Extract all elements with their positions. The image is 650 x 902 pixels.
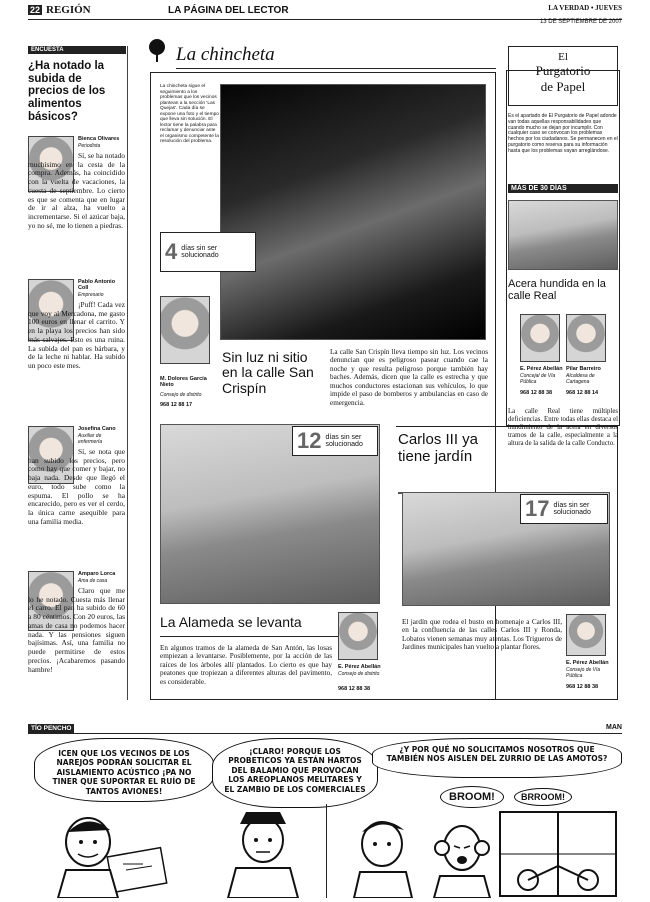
sound-effect: BRROOM! bbox=[514, 788, 572, 806]
comic-divider bbox=[326, 804, 327, 898]
days-label: días sin ser solucionado bbox=[553, 501, 591, 516]
sound-effect: BROOM! bbox=[440, 786, 504, 808]
encuesta-person bbox=[28, 136, 126, 276]
character-left-icon bbox=[48, 812, 168, 898]
person-role: Consejo de Vía Pública bbox=[566, 667, 601, 679]
section-name: REGIÓN bbox=[46, 4, 91, 16]
character-holding-ears-icon bbox=[428, 818, 498, 898]
phone-number: 968 12 88 17 bbox=[160, 402, 193, 408]
person-role: Periodista bbox=[78, 143, 101, 149]
phone-number: 968 12 88 38 bbox=[520, 390, 553, 396]
days-label: días sin ser solucionado bbox=[181, 244, 219, 259]
story-text: La calle San Crispín lleva tiempo sin luz. Los vecinos denuncian que es peligroso pasear cuando cae la noche y que resulta peligroso porque también hay baches. Además, dicen que la calle es estrecha y que muchos conductores estacionan sus vehículos, lo que impide el paso de bomberos y ambulancias en caso de emergencia. bbox=[330, 348, 488, 407]
person-name: Josefina Cano bbox=[78, 426, 116, 432]
alameda-headline: La Alameda se levanta bbox=[160, 614, 302, 630]
encuesta-person bbox=[28, 426, 126, 566]
person-role: Alcaldesa de Cartagena bbox=[566, 373, 595, 385]
comic-tag: TÍO PENCHO bbox=[28, 724, 74, 733]
chincheta-intro: La chincheta sigue el seguimiento a los problemas que los vecinos plantean a la sección 'Las Quejas'. Cada día se expone una foto y el tiempo que lleva sin solución. El lector tiene la palabra para reclamar y denunciar ante el organismo competente la resolución del problema. bbox=[160, 84, 219, 145]
encuesta-question: ¿Ha notado la subida de precios de los alimentos básicos? bbox=[28, 60, 106, 123]
page-title: LA PÁGINA DEL LECTOR bbox=[168, 5, 289, 16]
purgatorio-headline: Acera hundida en la calle Real bbox=[508, 278, 606, 303]
days-count: 4 bbox=[165, 239, 178, 264]
comic-author: MAN bbox=[606, 724, 622, 731]
person-name: E. Pérez Abellán bbox=[520, 366, 563, 372]
encuesta-tag: ENCUESTA bbox=[28, 46, 126, 54]
purgatorio-title-line1: El bbox=[558, 51, 568, 63]
encuesta-column bbox=[28, 46, 128, 700]
purgatorio-title-line3: de Papel bbox=[540, 79, 586, 94]
avatar bbox=[338, 612, 378, 660]
person-role: Empresario bbox=[78, 292, 104, 298]
carlos-text: El jardín que rodea el busto en homenaje a Carlos III, en la confluencia de las calles Carlos III y Ronda, Lobatos vienen semanas muy atentas. Los Trigueros de Jardines municipales han vuelto a plantar flores. bbox=[402, 618, 562, 652]
phone-number: 968 12 88 38 bbox=[338, 686, 371, 692]
avatar bbox=[160, 296, 210, 364]
days-badge bbox=[292, 426, 378, 456]
chincheta-frame-right bbox=[396, 426, 618, 700]
person-name: E. Pérez Abellán bbox=[338, 664, 381, 670]
days-count: 12 bbox=[297, 428, 322, 453]
person-name: Amparo Lorca bbox=[78, 571, 116, 577]
purgatorio-text: La calle Real tiene múltiples deficiencias. Entre todas ellas destaca el hundimiento de la acera en diversos tramos de la calle, especialmente a la altura de la salida de la calle Conducto. bbox=[508, 408, 618, 448]
person-role: Ama de casa bbox=[78, 578, 108, 584]
person-role: Auxiliar de enfermería bbox=[78, 433, 103, 445]
days-label: días sin ser solucionado bbox=[325, 433, 363, 448]
speech-bubble: ICEN QUE LOS VECINOS DE LOS NAREJOS PODRÁN SOLICITAR EL AISLAMIENTO ACÚSTICO ¡PA NO TINER QUE SUPORTAR EL RUÍO DE TANTOS AVIONES! bbox=[34, 738, 214, 802]
speech-bubble: ¿Y POR QUÉ NO SOLICITAMOS NOSOTROS QUE TAMBIÉN NOS AISLEN DEL ZURRIO DE LAS AMOTOS? bbox=[372, 738, 622, 778]
person-answer: ¡Puff! Cada vez que voy al Mercadona, me gasto 100 euros en llenar el carrito. Y en la playa los precios han sido más salvajes. Esto es una ruina. La subida del pan es bárbara, y de la leche ni hablar. Ha subido un poco este mes. bbox=[28, 300, 125, 371]
speech-bubble: ¡CLARO! PORQUE LOS PROBETICOS YA ESTÁN HARTOS DEL BALAMIO QUE PROVOCAN LOS AREOPLANOS MELITARES Y EL ZAMBIO DE LOS COMERCIALES bbox=[212, 738, 378, 808]
phone-number: 968 12 88 14 bbox=[566, 390, 599, 396]
person-name: E. Pérez Abellán bbox=[566, 660, 609, 666]
more-than-30-days-tag: MÁS DE 30 DÍAS bbox=[508, 184, 618, 193]
page-number: 22 bbox=[30, 5, 41, 15]
person-role: Consejo de distrito bbox=[160, 392, 202, 398]
comic-strip bbox=[28, 724, 622, 898]
alameda-text: En algunos tramos de la alameda de San Antón, las losas empiezan a levantarse. Posiblemente, por la acción de las raíces de los árboles allí plantados. Lo cierto es que hay peatones que tropiezan a diferentes alturas del pavimento, es considerable. bbox=[160, 644, 332, 686]
days-count: 17 bbox=[525, 496, 550, 521]
issue-date: 13 DE SEPTIEMBRE DE 2007 bbox=[539, 19, 622, 25]
street-photo bbox=[220, 84, 486, 340]
days-badge bbox=[160, 232, 256, 272]
phone-number: 968 12 88 38 bbox=[566, 684, 599, 690]
headline-rule bbox=[160, 636, 340, 637]
pushpin-icon bbox=[146, 38, 168, 62]
person-role: Concejal de Vía Pública bbox=[520, 373, 556, 385]
title-rule bbox=[176, 68, 496, 69]
person-name: Pilar Barreiro bbox=[566, 366, 601, 372]
carlos-headline: Carlos III ya tiene jardín bbox=[398, 431, 479, 465]
story-headline: Sin luz ni sitio en la calle San Crispín bbox=[222, 349, 314, 396]
purgatorio-frame bbox=[506, 70, 620, 426]
chincheta-title: La chincheta bbox=[176, 44, 275, 65]
window-icon bbox=[498, 810, 618, 898]
encuesta-person bbox=[28, 571, 126, 701]
page-header bbox=[28, 4, 622, 20]
purgatorio-intro: Es el apartado de El Purgatorio de Papel adonde van todas aquellas responsabilidades que cuando mucho se dejan por incumplir. Con cualquier caso se convocan los problemas hechos por los ciudadanos. Se permanecen en el purgatorio como reserva para su información hasta que los problemas vayan arreglándose. bbox=[508, 113, 618, 154]
purgatorio-title-line2: Purgatorio bbox=[535, 63, 591, 78]
character-middle-icon bbox=[218, 808, 308, 898]
person-answer: Sí, se nota que han subido los precios, pero como hay que comer y bajar, no baja nada. Desde que llegó el euro, todo sube como la espuma. El pollo se ha encarecido, pero es ver el cerdo, la única carne asequible para una familia media. bbox=[28, 447, 125, 526]
person-answer: Claro que me lo he notado. Cuesta más llenar el carro. El pan ha subido de 60 a 80 céntimos. Con 20 euros, las amas de casa no podemos hacer nada. Y las pensiones siguen bajísimas. Así, una familia no puede permitirse de estos precios. ¡Acabaremos pasando hambre! bbox=[28, 586, 125, 674]
newspaper-name: LA VERDAD • JUEVES bbox=[548, 4, 622, 12]
character-right-icon bbox=[346, 814, 426, 898]
person-name: M. Dolores García Nieto bbox=[160, 376, 207, 388]
person-role: Consejo de distrito bbox=[338, 671, 380, 677]
person-name: Pablo Antonio Coll bbox=[78, 279, 116, 291]
encuesta-person bbox=[28, 279, 126, 419]
person-answer: Sí, se ha notado muchísimo en la cesta de la compra. Además, ha coincidido con la vuelta de vacaciones, la cuesta de septiembre. Lo cierto es que se comenta que en lugar de ir al alza, ha vuelto a incrementarse. Si el azúcar baja, yo no sé, me lo tienen a piedras. bbox=[28, 151, 125, 230]
person-name: Bienca Olivares bbox=[78, 136, 120, 142]
comic-top-rule bbox=[28, 733, 622, 734]
